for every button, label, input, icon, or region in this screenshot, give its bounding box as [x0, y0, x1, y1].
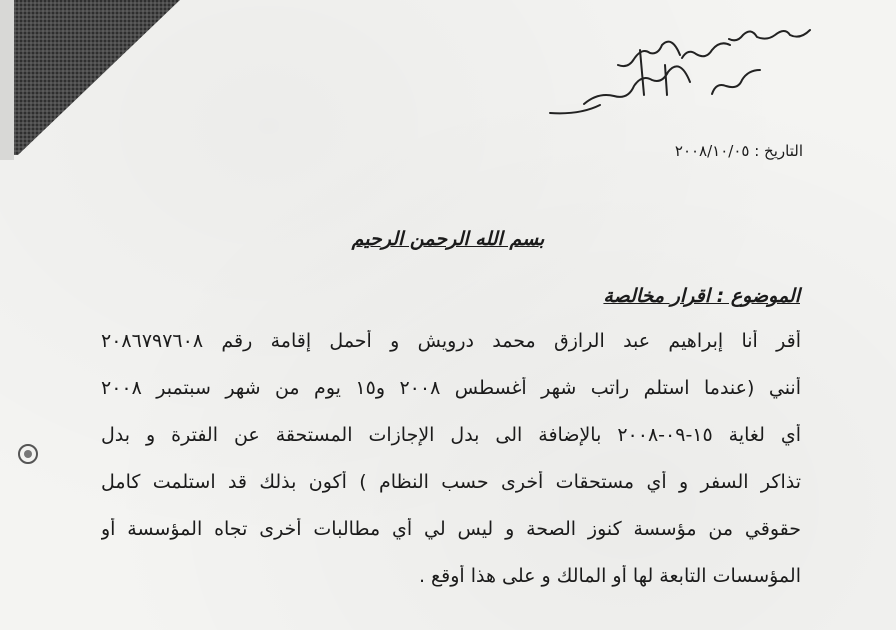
body-line: أي لغاية ١٥-٠٩-٢٠٠٨ بالإضافة الى بدل الإجازات المستحقة عن الفترة و بدل — [101, 424, 801, 446]
handwritten-signature-note — [530, 10, 830, 130]
body-line: تذاكر السفر و أي مستحقات أخرى حسب النظام ) أكون بذلك قد استلمت كامل — [101, 471, 801, 493]
folded-corner-shadow — [0, 0, 200, 160]
body-line: المؤسسات التابعة لها أو المالك و على هذا أوقع . — [418, 565, 801, 587]
body-line: أنني (عندما استلم راتب شهر أغسطس ٢٠٠٨ و١٥ يوم من شهر سبتمبر ٢٠٠٨ — [101, 377, 801, 399]
subject-heading: الموضوع : اقرار مخالصة — [603, 285, 800, 307]
date-value: ٢٠٠٨/١٠/٠٥ — [674, 142, 750, 160]
document-date — [675, 142, 803, 160]
date-label: التاريخ : — [754, 142, 803, 160]
basmala-heading: بسم الله الرحمن الرحيم — [351, 228, 545, 250]
body-line: حقوقي من مؤسسة كنوز الصحة و ليس لي أي مطالبات أخرى تجاه المؤسسة أو — [101, 518, 801, 540]
body-line: أقر أنا إبراهيم عبد الرازق محمد درويش و أحمل إقامة رقم ٢٠٨٦٧٩٧٦٠٨ — [101, 330, 801, 352]
binder-hole-mark — [14, 440, 42, 468]
